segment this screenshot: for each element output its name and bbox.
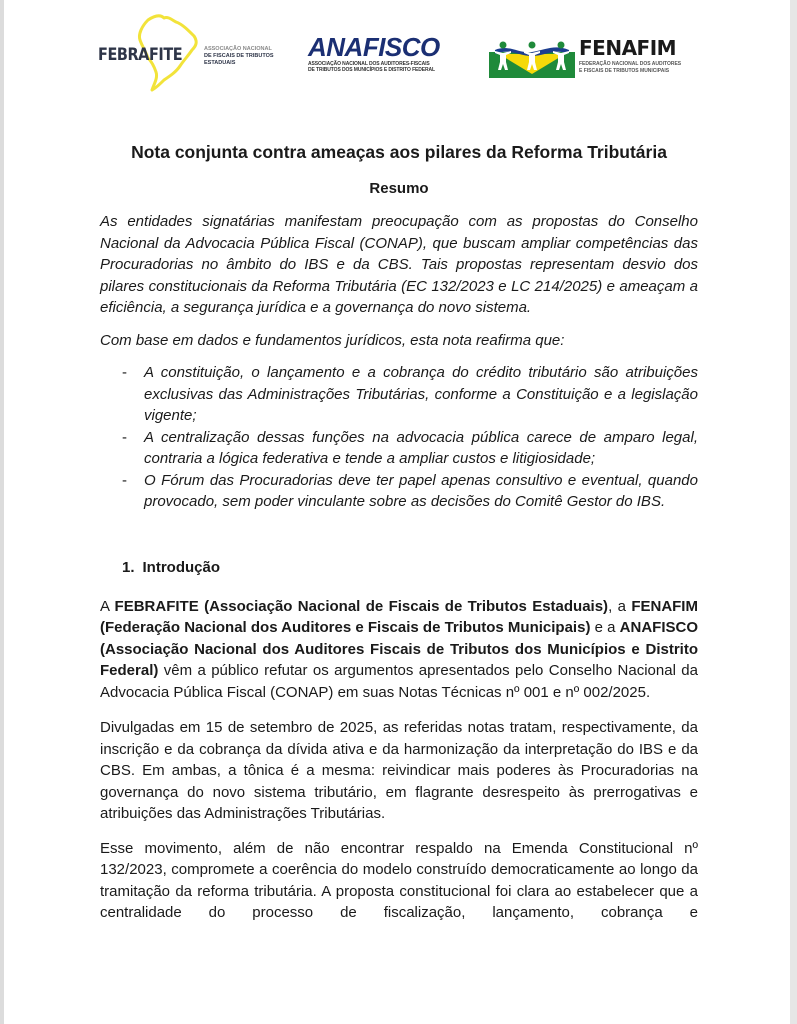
febrafite-subtitle-line3: ESTADUAIS: [204, 60, 236, 66]
anafisco-subtitle-line2: DE TRIBUTOS DOS MUNICÍPIOS E DISTRITO FEDERAL: [308, 67, 435, 73]
anafisco-wordmark: ANAFISCO: [308, 32, 440, 62]
list-item: [122, 470, 698, 513]
summary-heading: Resumo: [369, 180, 429, 197]
fenafim-logo: [489, 36, 699, 86]
document-title: Nota conjunta contra ameaças aos pilares da Reforma Tributária: [131, 142, 667, 162]
intro-text: A: [100, 597, 115, 615]
intro-text: , a: [608, 597, 632, 615]
bullet-dash: -: [122, 471, 127, 489]
page-edge-left: [0, 0, 4, 1024]
fenafim-subtitle-line1: FEDERAÇÃO NACIONAL DOS AUDITORES: [579, 61, 682, 67]
febrafite-subtitle-line1: ASSOCIAÇÃO NACIONAL: [204, 46, 272, 52]
section-heading-introducao: [122, 558, 698, 578]
list-item-text: A centralização dessas funções na advocacia pública carece de amparo legal, contraria a lógica federativa e tende a ampliar custos e litigiosidade;: [144, 428, 698, 467]
list-item-text: O Fórum das Procuradorias deve ter papel apenas consultivo e eventual, quando provocado, sem poder vinculante sobre as decisões do Comitê Gestor do IBS.: [144, 471, 698, 510]
fenafim-subtitle: [579, 61, 699, 75]
intro-anafisco-bold: ANAFISCO (Associação Nacional dos Auditores Fiscais de Tributos dos Municípios e Distrito Federal): [100, 619, 699, 679]
anafisco-subtitle-line1: ASSOCIAÇÃO NACIONAL DOS AUDITORES-FISCAIS: [308, 61, 430, 67]
brazil-flag-people-icon: [489, 40, 575, 78]
list-item: [122, 427, 698, 470]
section-title: Introdução: [142, 558, 221, 576]
document-body: [100, 140, 698, 924]
febrafite-subtitle-line2: DE FISCAIS DE TRIBUTOS: [204, 53, 274, 59]
section-number: 1.: [122, 558, 135, 576]
febrafite-subtitle: [204, 46, 294, 67]
key-points-list: [100, 362, 698, 513]
intro-paragraph: [100, 596, 698, 704]
intro-febrafite-bold: FEBRAFITE (Associação Nacional de Fiscais de Tributos Estaduais): [114, 597, 609, 615]
page-edge-right: [790, 0, 797, 1024]
anafisco-subtitle: [308, 61, 468, 73]
bullet-dash: -: [122, 364, 127, 381]
paragraph-movimento: Esse movimento, além de não encontrar respaldo na Emenda Constitucional nº 132/2023, compromete a coerência do modelo construído democraticamente ao longo da tramitação da reforma tributária. A proposta constitucional foi clara ao estabelecer que a centralidade do processo de fiscalização, lançamento, cobrança e: [100, 839, 698, 921]
bullet-dash: -: [122, 428, 127, 446]
summary-paragraph: As entidades signatárias manifestam preocupação com as propostas do Conselho Nacional da Advocacia Pública Fiscal (CONAP), que buscam ampliar competências das Procuradorias no âmbito do IBS e da CBS. Tais propostas representam desvio dos pilares constitucionais da Reforma Tributária (EC 132/2023 e LC 214/2025) e ameaçam a eficiência, a segurança jurídica e a governança do novo sistema.: [100, 213, 698, 316]
anafisco-logo: [308, 34, 468, 73]
intro-text: e a: [590, 619, 620, 636]
list-item-text: A constituição, o lançamento e a cobrança do crédito tributário são atribuições exclusivas das Administrações Tributárias, conforme a Constituição e a legislação vigente;: [144, 364, 698, 424]
febrafite-logo: [96, 12, 286, 92]
febrafite-wordmark: FEBRAFITE: [98, 45, 183, 65]
fenafim-wordmark: FENAFIM: [579, 36, 677, 60]
paragraph-divulgadas: Divulgadas em 15 de setembro de 2025, as referidas notas tratam, respectivamente, da inscrição e da cobrança da dívida ativa e da harmonização da interpretação do IBS e da CBS. Em ambas, a tônica é a mesma: reivindicar mais poderes às Procuradorias na governança do novo sistema tributário, em flagrante desrespeito às prerrogativas e atribuições das Administrações Tributárias.: [100, 719, 698, 822]
header-logos: [0, 12, 797, 92]
intro-fenafim-bold: FENAFIM (Federação Nacional dos Auditores e Fiscais de Tributos Municipais): [100, 597, 698, 636]
intro-text: vêm a público refutar os argumentos apresentados pelo Conselho Nacional da Advocacia Pública Fiscal (CONAP) em suas Notas Técnicas nº 001 e nº 002/2025.: [100, 662, 698, 701]
lead-paragraph: Com base em dados e fundamentos jurídicos, esta nota reafirma que:: [100, 331, 565, 349]
list-item: [122, 362, 698, 427]
fenafim-subtitle-line2: E FISCAIS DE TRIBUTOS MUNICIPAIS: [579, 68, 670, 74]
